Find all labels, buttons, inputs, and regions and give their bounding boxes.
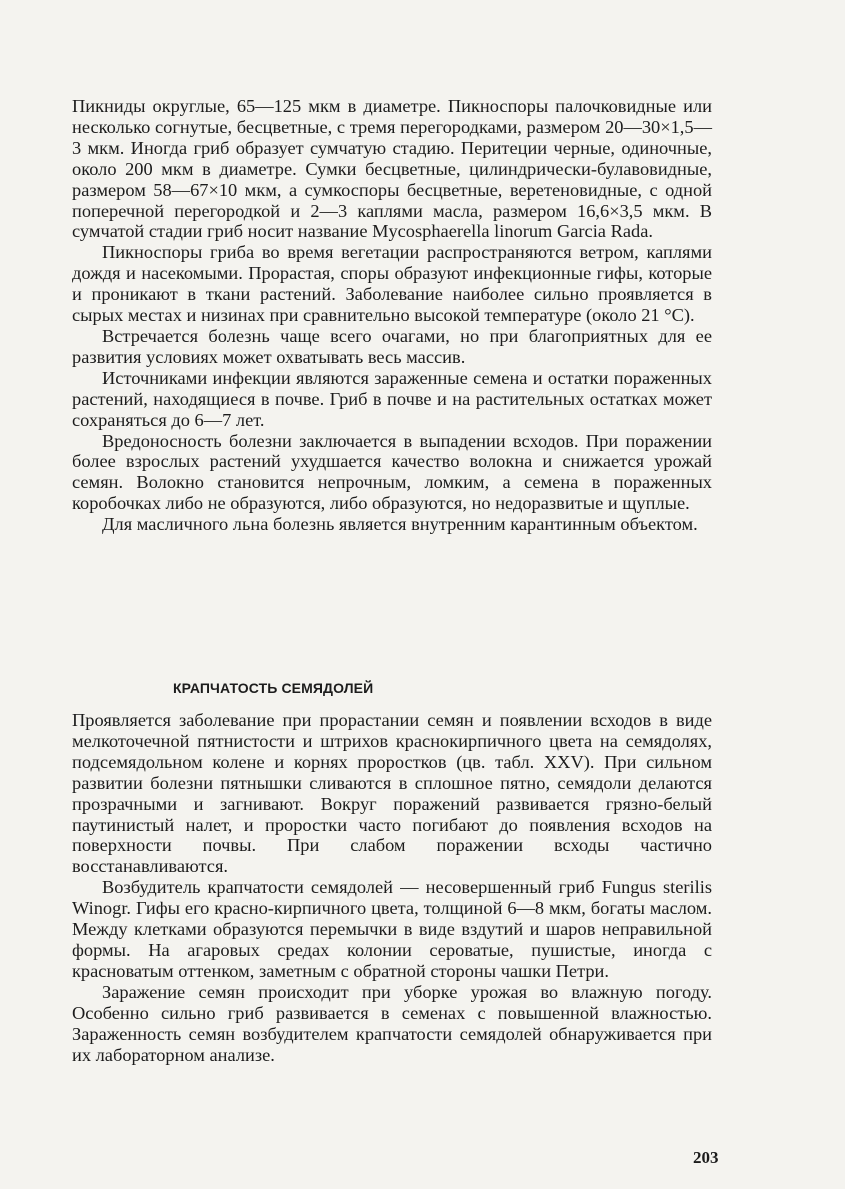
paragraph: Заражение семян происходит при уборке урожая во влажную погоду. Особенно сильно гриб развивается в семенах с повышенной влажностью. Зараженность семян возбудителем крапчатости семядолей обнаруживается при их лабораторном анализе. [72, 981, 712, 1065]
text-section-2 [72, 710, 712, 1065]
paragraph: Вредоносность болезни заключается в выпадении всходов. При поражении более взрослых растений ухудшается качество волокна и снижается урожай семян. Волокно становится непрочным, ломким, а семена в пораженных коробочках либо не образуются, либо образуются, но недоразвитые и щуплые. [72, 430, 712, 514]
section-heading: КРАПЧАТОСТЬ СЕМЯДОЛЕЙ [173, 680, 374, 696]
paragraph: Возбудитель крапчатости семядолей — несовершенный гриб Fungus sterilis Winogr. Гифы его красно-кирпичного цвета, толщиной 6—8 мкм, богаты маслом. Между клетками образуются перемычки в виде вздутий и шаров неправильной формы. На агаровых средах колонии сероватые, пушистые, иногда с красноватым оттенком, заметным с обратной стороны чашки Петри. [72, 877, 712, 981]
paragraph: Встречается болезнь чаще всего очагами, но при благоприятных для ее развития условиях может охватывать весь массив. [72, 325, 712, 367]
text-section-1 [72, 96, 712, 535]
paragraph: Пикниды округлые, 65—125 мкм в диаметре. Пикноспоры палочковидные или несколько согнутые, бесцветные, с тремя перегородками, размером 20—30×1,5—3 мкм. Иногда гриб образует сумчатую стадию. Перитеции черные, одиночные, около 200 мкм в диаметре. Сумки бесцветные, цилиндрически-булавовидные, размером 58—67×10 мкм, а сумкоспоры бесцветные, веретеновидные, с одной поперечной перегородкой и 2—3 каплями масла, размером 16,6×3,5 мкм. В сумчатой стадии гриб носит название Mycosphaerella linorum Garcia Rada. [72, 96, 712, 242]
paragraph: Пикноспоры гриба во время вегетации распространяются ветром, каплями дождя и насекомыми. Прорастая, споры образуют инфекционные гифы, которые и проникают в ткани растений. Заболевание наиболее сильно проявляется в сырых местах и низинах при сравнительно высокой температуре (около 21 °С). [72, 242, 712, 326]
paragraph: Для масличного льна болезнь является внутренним карантинным объектом. [102, 514, 698, 535]
paragraph: Проявляется заболевание при прорастании семян и появлении всходов в виде мелкоточечной пятнистости и штрихов краснокирпичного цвета на семядолях, подсемядольном колене и корнях проростков (цв. табл. XXV). При сильном развитии болезни пятнышки сливаются в сплошное пятно, семядоли делаются прозрачными и загнивают. Вокруг поражений развивается грязно-белый паутинистый налет, и проростки часто погибают до появления всходов на поверхности почвы. При слабом поражении всходы частично восстанавливаются. [72, 710, 712, 877]
paragraph: Источниками инфекции являются зараженные семена и остатки пораженных растений, находящиеся в почве. Гриб в почве и на растительных остатках может сохраняться до 6—7 лет. [72, 367, 712, 430]
page-number: 203 [693, 1148, 719, 1167]
